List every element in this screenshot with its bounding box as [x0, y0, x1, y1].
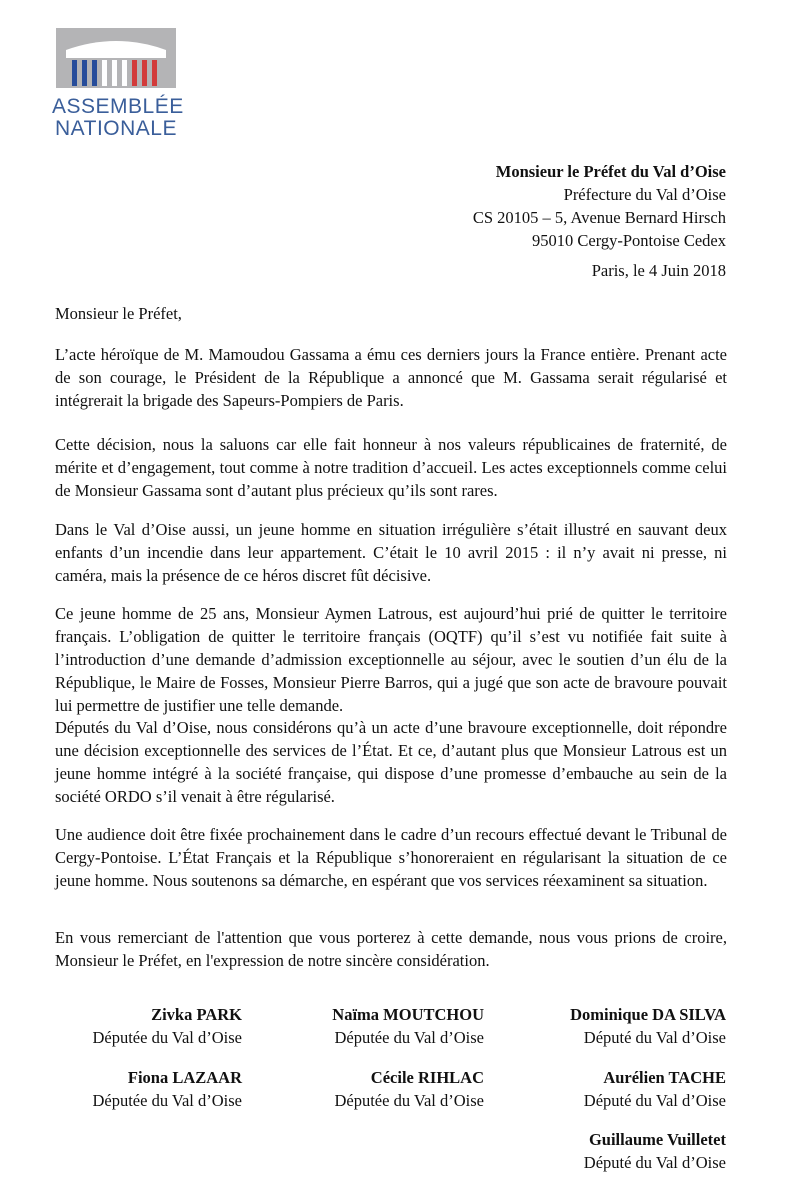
- recipient-title: Monsieur le Préfet du Val d’Oise: [495, 162, 726, 181]
- paragraph-2: Cette décision, nous la saluons car elle fait honneur à nos valeurs républicaines de fraternité, de mérite et d’engagement, tout comme à notre tradition d’accueil. Les actes exceptionnels comme celui de Monsieur Gassama sont d’autant plus précieux qu’ils sont rares.: [55, 435, 727, 500]
- recipient-address: [473, 160, 726, 252]
- signatory-role: Députée du Val d’Oise: [92, 1091, 242, 1110]
- signatory-name: Guillaume Vuilletet: [588, 1130, 726, 1149]
- signatory-3: [570, 1003, 726, 1049]
- signatory-name: Zivka PARK: [151, 1005, 242, 1024]
- signatory-name: Aurélien TACHE: [603, 1068, 726, 1087]
- paragraph-6: Une audience doit être fixée prochainement dans le cadre d’un recours effectué devant le Tribunal de Cergy-Pontoise. L’État Français et la République s’honoreraient en régularisant la situation de ce jeune homme. Nous soutenons sa démarche, en espérant que vos services réexaminent sa situation.: [55, 825, 727, 890]
- signatory-4: [92, 1066, 242, 1112]
- signatory-2: [332, 1003, 484, 1049]
- signatory-7: [584, 1128, 726, 1174]
- salutation: Monsieur le Préfet,: [55, 304, 182, 323]
- logo-text-line2: NATIONALE: [55, 117, 177, 140]
- signatory-name: Cécile RIHLAC: [370, 1068, 484, 1087]
- letter-date: Paris, le 4 Juin 2018: [591, 261, 726, 280]
- paragraph-1: L’acte héroïque de M. Mamoudou Gassama a ému ces derniers jours la France entière. Prenant acte de son courage, le Président de la République a annoncé que M. Gassama serait régularisé et intégrerait la brigade des Sapeurs-Pompiers de Paris.: [55, 345, 727, 410]
- signatory-5: [334, 1066, 484, 1112]
- assemblee-nationale-logo: [52, 28, 184, 140]
- assemblee-nationale-emblem-icon: [56, 28, 176, 88]
- signatory-role: Députée du Val d’Oise: [92, 1028, 242, 1047]
- paragraph-4: Ce jeune homme de 25 ans, Monsieur Aymen Latrous, est aujourd’hui prié de quitter le territoire français. L’obligation de quitter le territoire français (OQTF) qu’il s’est vu notifiée fait suite à l’introduction d’une demande d’admission exceptionnelle au séjour, avec le soutien d’un élu de la République, le Maire de Fosses, Monsieur Pierre Barros, qui a jugé que son acte de bravoure pouvait lui permettre de justifier une telle demande.: [55, 604, 727, 715]
- paragraph-5: Députés du Val d’Oise, nous considérons qu’à un acte d’une bravoure exceptionnelle, doit répondre une décision exceptionnelle des services de l’État. Et ce, d’autant plus que Monsieur Latrous est un jeune homme intégré à la société française, qui dispose d’une promesse d’embauche au sein de la société ORDO s’il venait à être régularisé.: [55, 718, 727, 806]
- recipient-line2: CS 20105 – 5, Avenue Bernard Hirsch: [472, 208, 726, 227]
- paragraph-7: En vous remerciant de l'attention que vous porterez à cette demande, nous vous prions de croire, Monsieur le Préfet, en l'expression de notre sincère considération.: [55, 928, 727, 970]
- signatory-name: Naïma MOUTCHOU: [332, 1005, 484, 1024]
- signatory-role: Député du Val d’Oise: [583, 1028, 726, 1047]
- recipient-line3: 95010 Cergy-Pontoise Cedex: [531, 231, 726, 250]
- signatory-role: Députée du Val d’Oise: [334, 1091, 484, 1110]
- signatory-name: Fiona LAZAAR: [127, 1068, 242, 1087]
- signatory-role: Député du Val d’Oise: [583, 1153, 726, 1172]
- paragraph-3: Dans le Val d’Oise aussi, un jeune homme en situation irrégulière s’était illustré en sauvant deux enfants d’un incendie dans leur appartement. C’était le 10 avril 2015 : il n’y avait ni presse, ni caméra, mais la présence de ce héros discret fût décisive.: [55, 520, 727, 585]
- signatory-role: Députée du Val d’Oise: [334, 1028, 484, 1047]
- recipient-line1: Préfecture du Val d’Oise: [563, 185, 726, 204]
- logo-text-line1: ASSEMBLÉE: [52, 95, 184, 118]
- signatory-1: [92, 1003, 242, 1049]
- signatory-name: Dominique DA SILVA: [570, 1005, 726, 1024]
- signatory-6: [584, 1066, 726, 1112]
- signatory-role: Député du Val d’Oise: [583, 1091, 726, 1110]
